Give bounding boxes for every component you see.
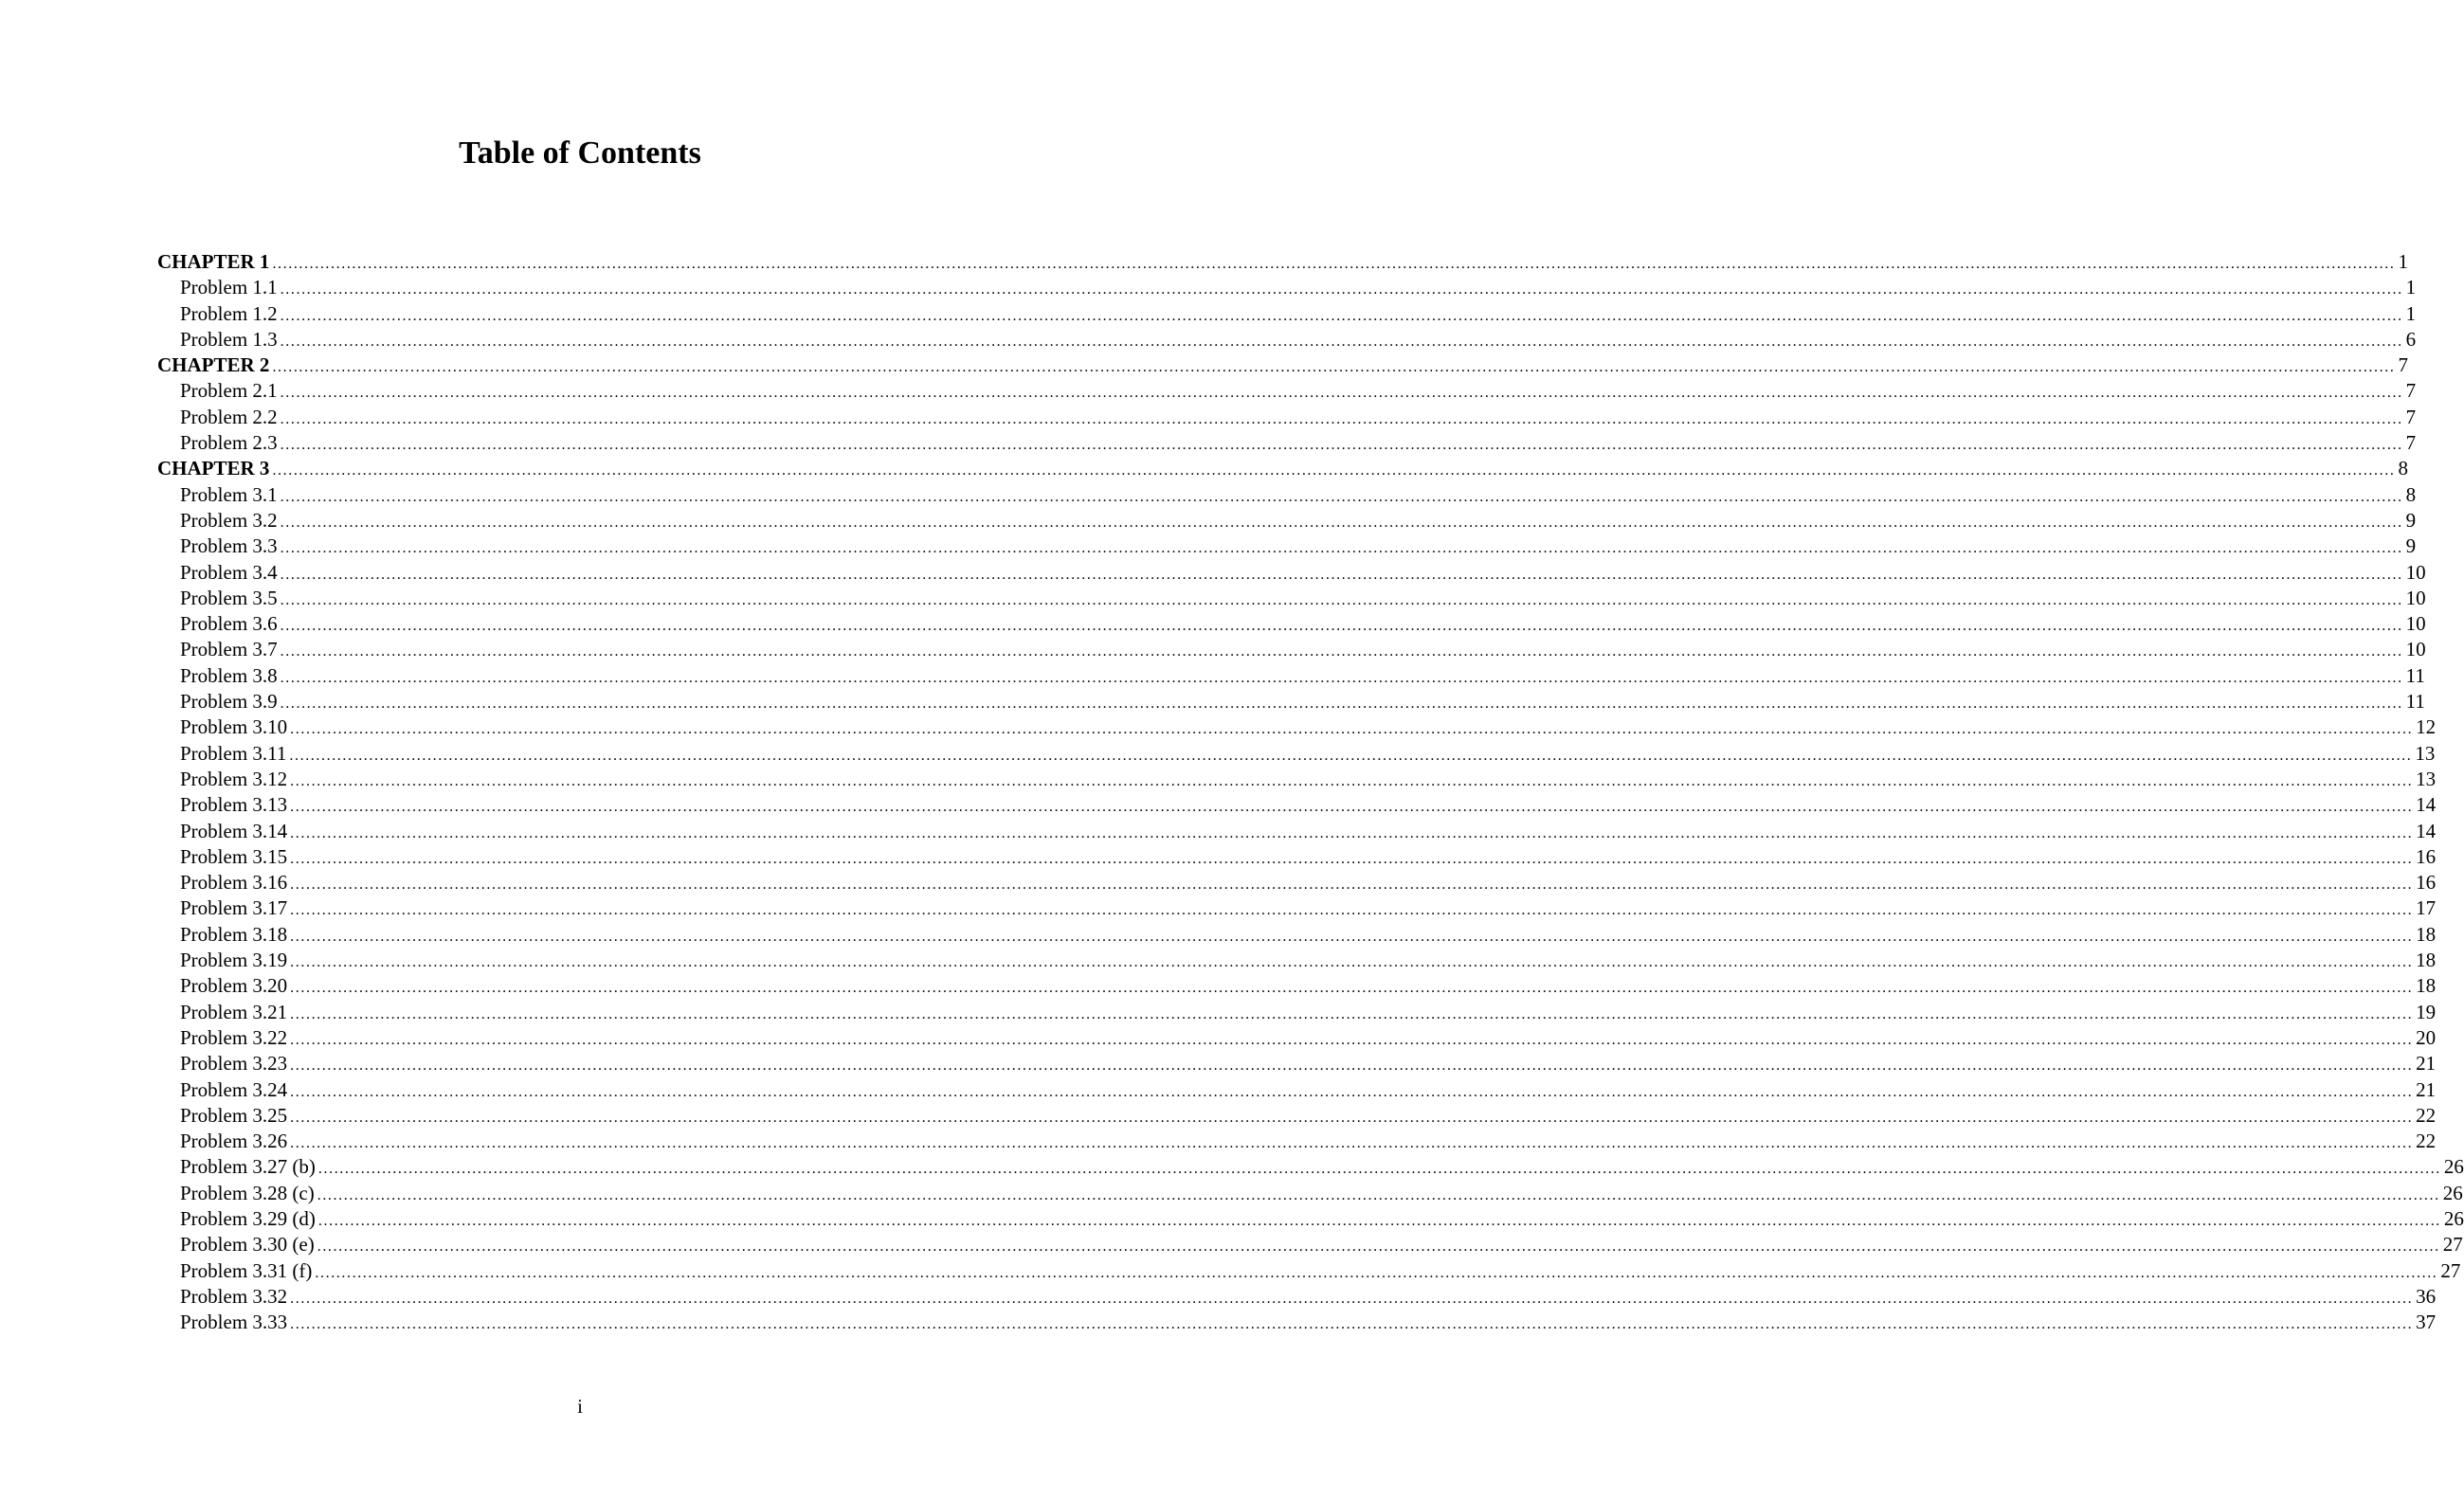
toc-entry-page: 14 [2416, 819, 2437, 842]
toc-entry-label: CHAPTER 1 [157, 250, 270, 273]
toc-dot-leader: ................................................................................................................................................................................................................................................................................................................................................................................................................ [290, 799, 2414, 816]
toc-entry-page: 21 [2416, 1077, 2437, 1101]
toc-entry-label: Problem 3.19 [180, 949, 288, 972]
toc-problem-entry[interactable] [157, 637, 2426, 662]
toc-entry-label: Problem 2.3 [180, 431, 278, 455]
toc-chapter-entry[interactable] [157, 456, 2408, 481]
toc-problem-entry[interactable] [157, 1284, 2437, 1310]
toc-entry-page: 18 [2416, 922, 2437, 946]
toc-entry-label: Problem 3.16 [180, 871, 288, 895]
toc-dot-leader: ................................................................................................................................................................................................................................................................................................................................................................................................................ [290, 1031, 2414, 1048]
toc-entry-page: 26 [2442, 1181, 2463, 1204]
toc-entry-page: 10 [2405, 586, 2426, 609]
toc-dot-leader: ................................................................................................................................................................................................................................................................................................................................................................................................................ [290, 1135, 2414, 1152]
toc-dot-leader: ................................................................................................................................................................................................................................................................................................................................................................................................................ [272, 256, 2396, 272]
toc-problem-entry[interactable] [157, 1232, 2463, 1257]
toc-dot-leader: ................................................................................................................................................................................................................................................................................................................................................................................................................ [280, 281, 2403, 298]
toc-entry-label: Problem 3.23 [180, 1052, 288, 1076]
toc-entry-label: Problem 3.32 [180, 1284, 288, 1308]
toc-dot-leader: ................................................................................................................................................................................................................................................................................................................................................................................................................ [289, 747, 2413, 764]
toc-entry-page: 22 [2416, 1130, 2437, 1153]
toc-entry-label: CHAPTER 3 [157, 457, 270, 480]
toc-entry-label: Problem 3.5 [180, 586, 278, 609]
toc-entry-label: Problem 3.12 [180, 767, 288, 790]
toc-problem-entry[interactable] [157, 327, 2417, 353]
toc-problem-entry[interactable] [157, 922, 2437, 948]
toc-problem-entry[interactable] [157, 1310, 2437, 1335]
toc-entry-page: 16 [2416, 844, 2437, 868]
toc-problem-entry[interactable] [157, 482, 2417, 508]
page-title: Table of Contents [459, 136, 701, 171]
toc-problem-entry[interactable] [157, 301, 2417, 327]
toc-problem-entry[interactable] [157, 560, 2426, 586]
toc-dot-leader: ................................................................................................................................................................................................................................................................................................................................................................................................................ [290, 1083, 2414, 1100]
toc-dot-leader: ................................................................................................................................................................................................................................................................................................................................................................................................................ [317, 1161, 2441, 1178]
toc-entry-page: 7 [2405, 379, 2417, 403]
toc-problem-entry[interactable] [157, 741, 2436, 767]
toc-entry-page: 37 [2416, 1311, 2437, 1334]
toc-dot-leader: ................................................................................................................................................................................................................................................................................................................................................................................................................ [290, 928, 2414, 945]
toc-problem-entry[interactable] [157, 870, 2437, 895]
toc-dot-leader: ................................................................................................................................................................................................................................................................................................................................................................................................................ [290, 1058, 2414, 1075]
toc-dot-leader: ................................................................................................................................................................................................................................................................................................................................................................................................................ [280, 488, 2403, 505]
toc-problem-entry[interactable] [157, 1000, 2437, 1025]
toc-problem-entry[interactable] [157, 1129, 2437, 1154]
toc-entry-page: 36 [2416, 1284, 2437, 1308]
toc-entry-label: Problem 3.15 [180, 844, 288, 868]
toc-dot-leader: ................................................................................................................................................................................................................................................................................................................................................................................................................ [280, 514, 2403, 531]
toc-entry-label: Problem 1.1 [180, 276, 278, 299]
table-of-contents [157, 249, 2464, 1335]
toc-entry-label: Problem 3.17 [180, 896, 288, 920]
toc-entry-page: 12 [2416, 715, 2437, 739]
toc-entry-label: Problem 3.21 [180, 1000, 288, 1023]
toc-dot-leader: ................................................................................................................................................................................................................................................................................................................................................................................................................ [280, 437, 2403, 454]
toc-dot-leader: ................................................................................................................................................................................................................................................................................................................................................................................................................ [290, 721, 2414, 738]
toc-entry-label: Problem 3.10 [180, 715, 288, 739]
toc-entry-label: Problem 3.4 [180, 560, 278, 584]
toc-entry-page: 10 [2405, 560, 2426, 584]
toc-dot-leader: ................................................................................................................................................................................................................................................................................................................................................................................................................ [280, 591, 2403, 608]
toc-problem-entry[interactable] [157, 663, 2425, 689]
page-number: i [577, 1395, 583, 1418]
toc-dot-leader: ................................................................................................................................................................................................................................................................................................................................................................................................................ [280, 385, 2403, 402]
toc-dot-leader: ................................................................................................................................................................................................................................................................................................................................................................................................................ [280, 643, 2403, 660]
toc-dot-leader: ................................................................................................................................................................................................................................................................................................................................................................................................................ [290, 1005, 2414, 1022]
toc-problem-entry[interactable] [157, 1103, 2437, 1129]
toc-dot-leader: ................................................................................................................................................................................................................................................................................................................................................................................................................ [280, 410, 2403, 427]
toc-problem-entry[interactable] [157, 1077, 2437, 1103]
toc-entry-page: 26 [2443, 1155, 2464, 1179]
toc-entry-page: 19 [2416, 1000, 2437, 1023]
toc-problem-entry[interactable] [157, 586, 2426, 611]
toc-problem-entry[interactable] [157, 973, 2437, 999]
toc-entry-label: Problem 3.25 [180, 1103, 288, 1127]
toc-problem-entry[interactable] [157, 714, 2437, 740]
toc-entry-page: 13 [2416, 767, 2437, 790]
toc-entry-page: 7 [2405, 405, 2417, 428]
toc-dot-leader: ................................................................................................................................................................................................................................................................................................................................................................................................................ [290, 1109, 2414, 1126]
toc-entry-label: CHAPTER 2 [157, 353, 270, 377]
toc-problem-entry[interactable] [157, 844, 2437, 870]
toc-entry-label: Problem 2.2 [180, 405, 278, 428]
toc-problem-entry[interactable] [157, 792, 2437, 818]
toc-entry-label: Problem 2.1 [180, 379, 278, 403]
toc-problem-entry[interactable] [157, 508, 2417, 533]
toc-entry-label: Problem 3.14 [180, 819, 288, 842]
toc-entry-label: Problem 3.2 [180, 508, 278, 532]
toc-entry-page: 27 [2442, 1233, 2463, 1257]
toc-dot-leader: ................................................................................................................................................................................................................................................................................................................................................................................................................ [272, 359, 2396, 376]
toc-entry-label: Problem 3.30 (e) [180, 1233, 315, 1257]
toc-dot-leader: ................................................................................................................................................................................................................................................................................................................................................................................................................ [290, 902, 2414, 919]
toc-entry-page: 1 [2405, 301, 2417, 325]
toc-entry-page: 26 [2443, 1206, 2464, 1230]
toc-entry-label: Problem 3.1 [180, 482, 278, 506]
toc-problem-entry[interactable] [157, 689, 2425, 714]
toc-entry-label: Problem 1.2 [180, 301, 278, 325]
toc-problem-entry[interactable] [157, 430, 2417, 456]
toc-entry-page: 17 [2416, 896, 2437, 920]
toc-entry-label: Problem 3.22 [180, 1025, 288, 1049]
toc-entry-page: 9 [2405, 534, 2417, 558]
toc-problem-entry[interactable] [157, 275, 2417, 300]
toc-problem-entry[interactable] [157, 767, 2437, 792]
toc-entry-label: Problem 3.24 [180, 1077, 288, 1101]
toc-entry-page: 1 [2405, 276, 2417, 299]
toc-problem-entry[interactable] [157, 611, 2426, 637]
toc-problem-entry[interactable] [157, 405, 2417, 430]
toc-entry-page: 18 [2416, 974, 2437, 998]
toc-entry-page: 14 [2416, 793, 2437, 817]
toc-entry-label: Problem 3.9 [180, 690, 278, 714]
toc-problem-entry[interactable] [157, 378, 2417, 404]
toc-dot-leader: ................................................................................................................................................................................................................................................................................................................................................................................................................ [280, 540, 2403, 557]
toc-dot-leader: ................................................................................................................................................................................................................................................................................................................................................................................................................ [290, 1290, 2414, 1307]
toc-entry-page: 7 [2398, 353, 2408, 377]
toc-entry-page: 27 [2440, 1258, 2461, 1282]
toc-dot-leader: ................................................................................................................................................................................................................................................................................................................................................................................................................ [290, 877, 2414, 894]
toc-entry-label: Problem 3.31 (f) [180, 1258, 313, 1282]
toc-dot-leader: ................................................................................................................................................................................................................................................................................................................................................................................................................ [272, 462, 2396, 479]
toc-entry-page: 1 [2398, 250, 2408, 273]
toc-entry-page: 18 [2416, 949, 2437, 972]
toc-dot-leader: ................................................................................................................................................................................................................................................................................................................................................................................................................ [290, 850, 2414, 867]
toc-chapter-entry[interactable] [157, 249, 2408, 275]
toc-problem-entry[interactable] [157, 1181, 2463, 1206]
toc-problem-entry[interactable] [157, 1258, 2461, 1284]
toc-entry-label: Problem 3.8 [180, 663, 278, 687]
toc-dot-leader: ................................................................................................................................................................................................................................................................................................................................................................................................................ [280, 333, 2403, 350]
toc-dot-leader: ................................................................................................................................................................................................................................................................................................................................................................................................................ [290, 954, 2414, 971]
toc-entry-label: Problem 3.13 [180, 793, 288, 817]
toc-entry-label: Problem 3.18 [180, 922, 288, 946]
toc-dot-leader: ................................................................................................................................................................................................................................................................................................................................................................................................................ [280, 696, 2403, 713]
toc-entry-label: Problem 3.20 [180, 974, 288, 998]
toc-dot-leader: ................................................................................................................................................................................................................................................................................................................................................................................................................ [317, 1212, 2441, 1229]
toc-entry-page: 11 [2405, 663, 2425, 687]
toc-entry-page: 8 [2405, 482, 2417, 506]
toc-entry-page: 8 [2398, 457, 2408, 480]
toc-entry-page: 13 [2415, 741, 2436, 765]
toc-entry-page: 10 [2405, 612, 2426, 636]
toc-entry-label: Problem 3.33 [180, 1311, 288, 1334]
toc-entry-page: 10 [2405, 638, 2426, 661]
toc-dot-leader: ................................................................................................................................................................................................................................................................................................................................................................................................................ [315, 1264, 2438, 1281]
toc-entry-label: Problem 3.7 [180, 638, 278, 661]
toc-dot-leader: ................................................................................................................................................................................................................................................................................................................................................................................................................ [317, 1239, 2440, 1256]
toc-entry-label: Problem 3.11 [180, 741, 287, 765]
toc-entry-label: Problem 3.26 [180, 1130, 288, 1153]
toc-dot-leader: ................................................................................................................................................................................................................................................................................................................................................................................................................ [290, 980, 2414, 997]
toc-dot-leader: ................................................................................................................................................................................................................................................................................................................................................................................................................ [280, 669, 2403, 686]
toc-problem-entry[interactable] [157, 948, 2437, 973]
toc-entry-label: Problem 3.6 [180, 612, 278, 636]
toc-problem-entry[interactable] [157, 1051, 2437, 1076]
toc-problem-entry[interactable] [157, 1206, 2464, 1232]
toc-entry-page: 20 [2416, 1025, 2437, 1049]
toc-dot-leader: ................................................................................................................................................................................................................................................................................................................................................................................................................ [290, 1316, 2414, 1333]
toc-entry-label: Problem 3.28 (c) [180, 1181, 315, 1204]
toc-entry-label: Problem 3.29 (d) [180, 1206, 316, 1230]
toc-entry-label: Problem 3.27 (b) [180, 1155, 316, 1179]
toc-entry-page: 7 [2405, 431, 2417, 455]
toc-problem-entry[interactable] [157, 1154, 2464, 1180]
toc-entry-page: 21 [2416, 1052, 2437, 1076]
toc-dot-leader: ................................................................................................................................................................................................................................................................................................................................................................................................................ [317, 1186, 2440, 1203]
toc-entry-label: Problem 1.3 [180, 327, 278, 351]
toc-problem-entry[interactable] [157, 1025, 2437, 1051]
toc-dot-leader: ................................................................................................................................................................................................................................................................................................................................................................................................................ [290, 824, 2414, 841]
toc-dot-leader: ................................................................................................................................................................................................................................................................................................................................................................................................................ [280, 566, 2403, 583]
toc-dot-leader: ................................................................................................................................................................................................................................................................................................................................................................................................................ [290, 772, 2414, 789]
toc-problem-entry[interactable] [157, 533, 2417, 559]
toc-entry-page: 11 [2405, 690, 2425, 714]
toc-problem-entry[interactable] [157, 819, 2437, 844]
toc-dot-leader: ................................................................................................................................................................................................................................................................................................................................................................................................................ [280, 618, 2403, 635]
toc-entry-page: 6 [2405, 327, 2417, 351]
toc-entry-page: 16 [2416, 871, 2437, 895]
toc-entry-label: Problem 3.3 [180, 534, 278, 558]
toc-problem-entry[interactable] [157, 895, 2437, 921]
toc-entry-page: 22 [2416, 1103, 2437, 1127]
toc-entry-page: 9 [2405, 508, 2417, 532]
toc-chapter-entry[interactable] [157, 353, 2408, 378]
toc-dot-leader: ................................................................................................................................................................................................................................................................................................................................................................................................................ [280, 307, 2403, 324]
